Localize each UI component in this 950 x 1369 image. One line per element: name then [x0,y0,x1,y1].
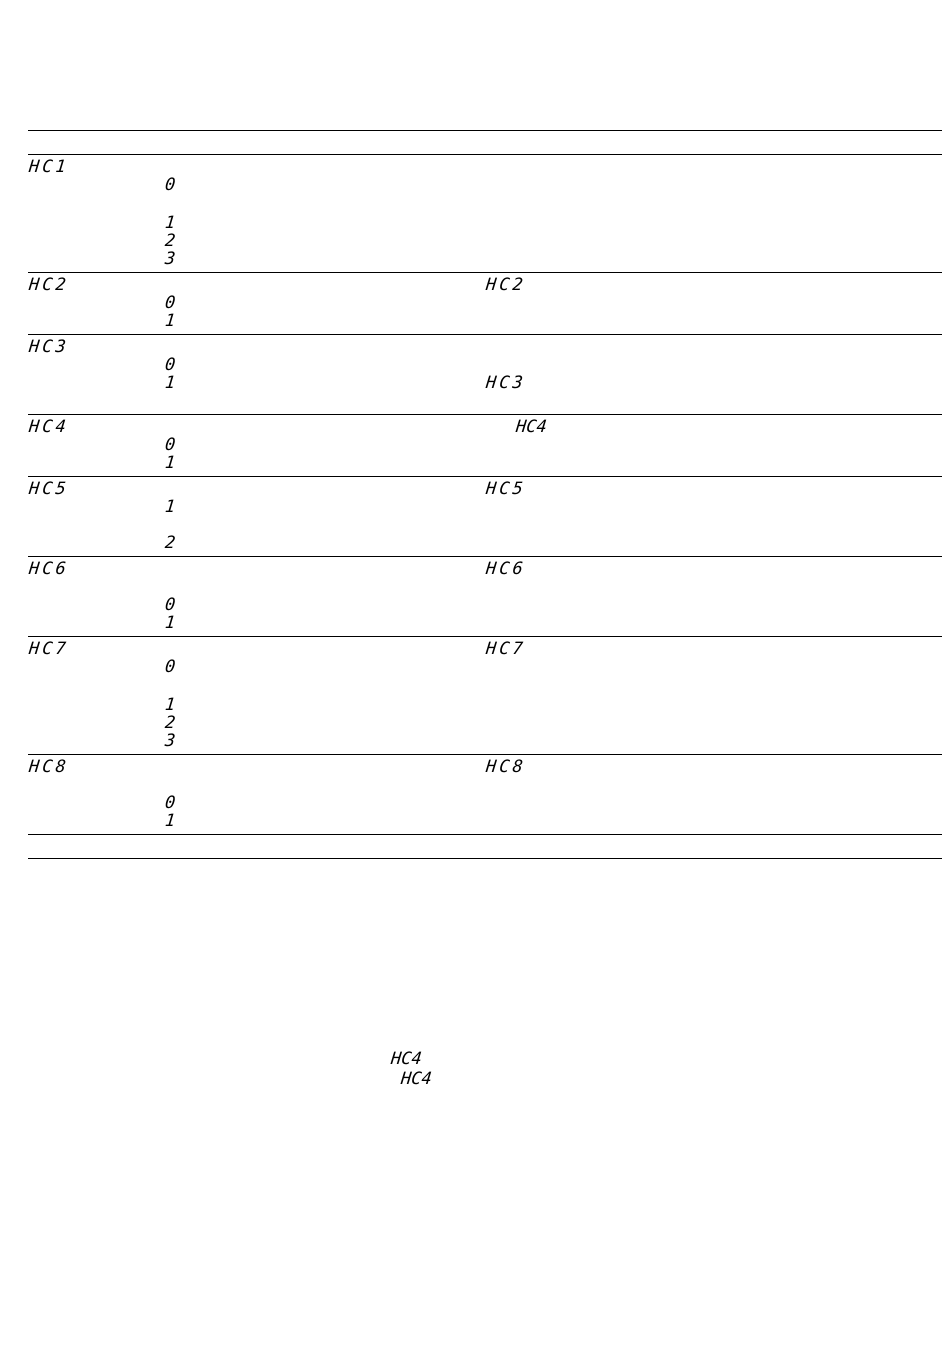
row-divider [28,414,942,415]
setting-value: 1 [163,311,180,331]
row-code: HC5 [27,479,70,499]
setting-value: 3 [163,249,180,269]
setting-value: 0 [163,595,180,615]
row-reference-code: HC6 [484,559,527,579]
row-divider [28,556,942,557]
table-end-rule [28,858,942,859]
setting-value: 1 [163,453,180,473]
setting-value: 1 [163,373,180,393]
row-divider [28,334,942,335]
row-code: HC3 [27,337,70,357]
setting-value: 1 [163,497,180,517]
setting-value: 3 [163,731,180,751]
row-code: HC4 [27,417,70,437]
footnote-code: HC4 [399,1069,433,1089]
table-top-rule [28,130,942,131]
setting-value: 0 [163,175,180,195]
setting-value: 0 [163,435,180,455]
setting-value: 1 [163,213,180,233]
table-header-rule [28,154,942,155]
setting-value: 2 [163,713,180,733]
row-reference-code: HC2 [484,275,527,295]
footnote-code: HC4 [389,1049,423,1069]
row-reference-code: HC4 [514,417,548,437]
row-code: HC2 [27,275,70,295]
setting-value: 0 [163,293,180,313]
row-code: HC8 [27,757,70,777]
row-reference-code: HC8 [484,757,527,777]
row-divider [28,272,942,273]
setting-value: 1 [163,811,180,831]
row-divider [28,476,942,477]
row-code: HC7 [27,639,70,659]
setting-value: 0 [163,355,180,375]
row-reference-code: HC7 [484,639,527,659]
row-divider [28,636,942,637]
setting-value: 2 [163,231,180,251]
setting-value: 0 [163,657,180,677]
table-bottom-rule [28,834,942,835]
setting-value: 2 [163,533,180,553]
row-code: HC1 [27,157,70,177]
row-reference-code: HC5 [484,479,527,499]
row-code: HC6 [27,559,70,579]
row-divider [28,754,942,755]
setting-value: 1 [163,695,180,715]
setting-value: 0 [163,793,180,813]
setting-value: 1 [163,613,180,633]
row-reference-code: HC3 [484,373,527,393]
